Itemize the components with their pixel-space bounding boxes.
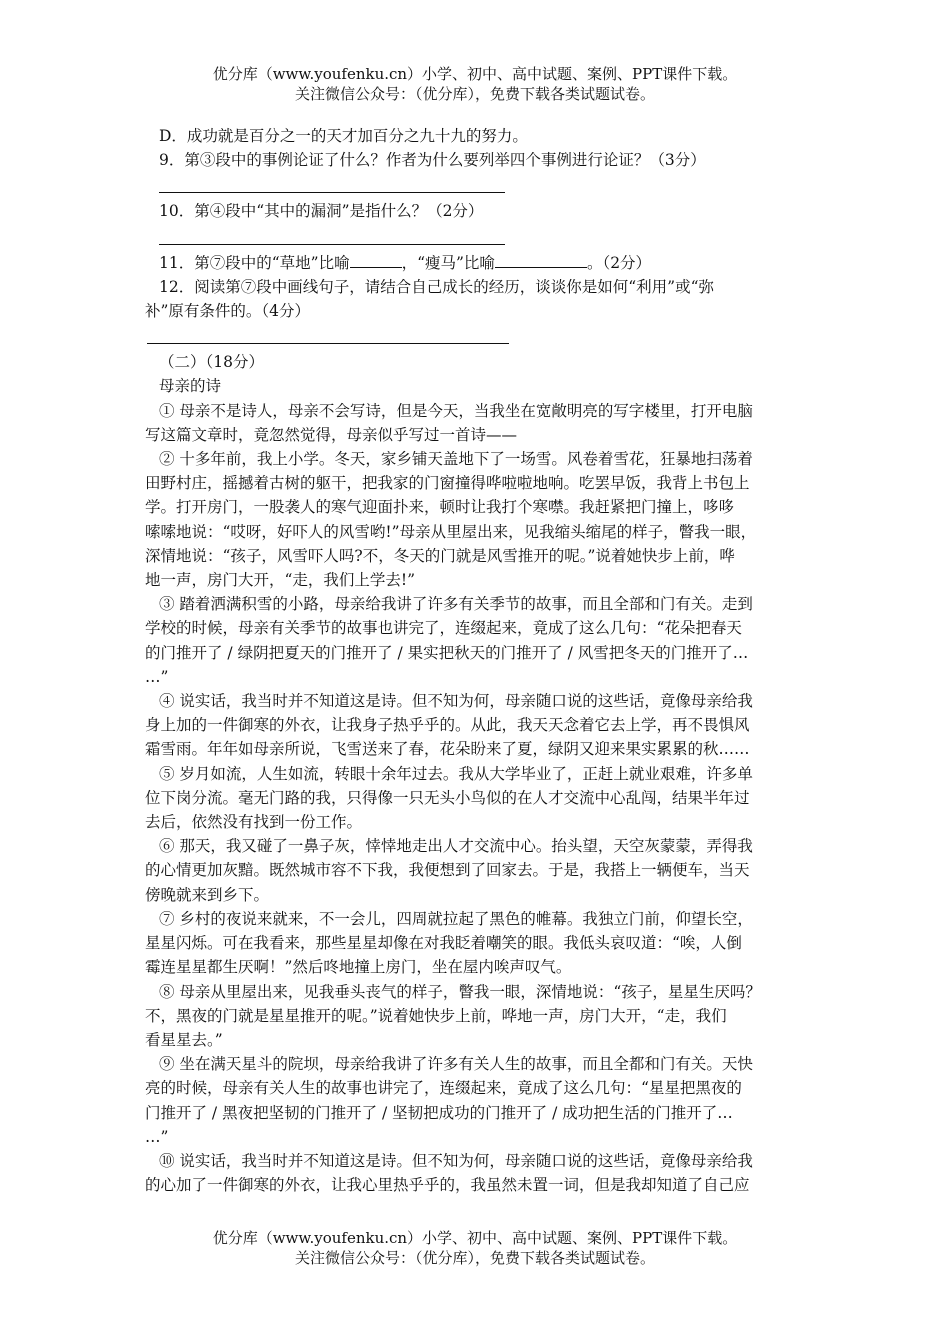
paragraph-line: ⑩ 说实话，我当时并不知道这是诗。但不知为何，母亲随口说的这些话，竟像母亲给我 bbox=[159, 1151, 753, 1170]
paragraph-10 bbox=[145, 1149, 810, 1197]
paragraph-line: 地一声，房门大开，“走，我们上学去!” bbox=[145, 571, 416, 590]
article-title: 母亲的诗 bbox=[159, 377, 222, 396]
paragraph-9 bbox=[145, 1052, 810, 1149]
question-12-line-2: 补”原有条件的。（4分） bbox=[145, 302, 311, 321]
answer-line-9[interactable] bbox=[159, 172, 505, 193]
footer-line-2: 关注微信公众号：（优分库），免费下载各类试题试卷。 bbox=[294, 1249, 655, 1267]
paragraph-line: 学。打开房门，一股袭人的寒气迎面扑来，顿时让我打个寒噤。我赶紧把门撞上，哆哆 bbox=[145, 498, 735, 517]
paragraph-line: 的心情更加灰黯。既然城市容不下我，我便想到了回家去。于是，我搭上一辆便车，当天 bbox=[145, 861, 750, 880]
paragraph-line: 傍晚就来到乡下。 bbox=[145, 885, 270, 904]
paragraph-1 bbox=[145, 399, 810, 447]
paragraph-line: 位下岗分流。毫无门路的我，只得像一只无头小鸟似的在人才交流中心乱闯，结果半年过 bbox=[145, 788, 750, 807]
paragraph-line: ④ 说实话，我当时并不知道这是诗。但不知为何，母亲随口说的这些话，竟像母亲给我 bbox=[159, 692, 753, 711]
paragraph-line: 写这篇文章时，竟忽然觉得，母亲似乎写过一首诗—— bbox=[145, 425, 518, 444]
page-header bbox=[0, 64, 950, 104]
paragraph-line: ⑦ 乡村的夜说来就来，不一会儿，四周就拉起了黑色的帷幕。我独立门前，仰望长空， bbox=[159, 909, 753, 928]
footer-line-1: 优分库（www.youfenku.cn）小学、初中、高中试题、案例、PPT课件下载。 bbox=[212, 1229, 738, 1247]
paragraph-3 bbox=[145, 592, 810, 689]
paragraph-line: 的门推开了 / 绿阴把夏天的门推开了 / 果实把秋天的门推开了 / 风雪把冬天的门推开了… bbox=[145, 643, 749, 662]
question-9: 9．第③段中的事例论证了什么？作者为什么要列举四个事例进行论证？（3分） bbox=[159, 151, 706, 170]
paragraph-5 bbox=[145, 762, 810, 835]
paragraph-8 bbox=[145, 980, 810, 1053]
question-11-part-3: 。（2分） bbox=[586, 253, 652, 272]
paragraph-line: 去后，依然没有找到一份工作。 bbox=[145, 813, 363, 832]
paragraph-line: ⑧ 母亲从里屋出来，见我垂头丧气的样子，瞥我一眼，深情地说：“孩子，星星生厌吗？ bbox=[159, 982, 761, 1001]
answer-line-10[interactable] bbox=[159, 224, 505, 245]
answer-blank-grass[interactable] bbox=[350, 251, 402, 268]
paragraph-line: …” bbox=[145, 667, 169, 686]
paragraph-line: 深情地说：“孩子，风雪吓人吗?不，冬天的门就是风雪推开的呢。”说着她快步上前，哗 bbox=[145, 546, 735, 565]
paragraph-line: …” bbox=[145, 1127, 169, 1146]
answer-line-12[interactable] bbox=[147, 323, 509, 344]
paragraph-line: ② 十多年前，我上小学。冬天，家乡铺天盖地下了一场雪。风卷着雪花，狂暴地扫荡着 bbox=[159, 450, 753, 469]
question-10: 10．第④段中“其中的漏洞”是指什么？（2分） bbox=[159, 202, 484, 221]
paragraph-7 bbox=[145, 907, 810, 980]
paragraph-line: 学校的时候，母亲有关季节的故事也讲完了，连缀起来，竟成了这么几句：“花朵把春天 bbox=[145, 619, 742, 638]
paragraph-line: ⑤ 岁月如流，人生如流，转眼十余年过去。我从大学毕业了，正赶上就业艰难，许多单 bbox=[159, 764, 753, 783]
document-body bbox=[145, 124, 810, 1197]
paragraph-line: 星星闪烁。可在我看来，那些星星却像在对我眨着嘲笑的眼。我低头哀叹道：“唉，人倒 bbox=[145, 934, 742, 953]
paragraph-2 bbox=[145, 447, 810, 592]
paragraph-line: ③ 踏着洒满积雪的小路，母亲给我讲了许多有关季节的故事，而且全部和门有关。走到 bbox=[159, 595, 753, 614]
question-11-part-1: 11．第⑦段中的“草地”比喻 bbox=[159, 253, 350, 272]
paragraph-line: 亮的时候，母亲有关人生的故事也讲完了，连缀起来，竟成了这么几句：“星星把黑夜的 bbox=[145, 1079, 742, 1098]
paragraph-line: 看星星去。” bbox=[145, 1030, 223, 1049]
paragraph-line: 霉连星星都生厌啊！”然后咚地撞上房门，坐在屋内唉声叹气。 bbox=[145, 958, 572, 977]
answer-blank-horse[interactable] bbox=[495, 251, 587, 268]
option-d: D．成功就是百分之一的天才加百分之九十九的努力。 bbox=[159, 127, 528, 145]
paragraph-line: ① 母亲不是诗人，母亲不会写诗，但是今天，当我坐在宽敞明亮的写字楼里，打开电脑 bbox=[159, 401, 753, 420]
question-11-part-2: ，“瘦马”比喻 bbox=[401, 253, 495, 272]
paragraph-line: ⑥ 那天，我又碰了一鼻子灰，悻悻地走出人才交流中心。抬头望，天空灰蒙蒙，弄得我 bbox=[159, 837, 753, 856]
paragraph-line: 嗦嗦地说：“哎呀，好吓人的风雪哟!”母亲从里屋出来，见我缩头缩尾的样子，瞥我一眼， bbox=[145, 522, 757, 541]
question-11 bbox=[145, 251, 810, 275]
paragraph-line: 不，黑夜的门就是星星推开的呢。”说着她快步上前，哗地一声，房门大开，“走，我们 bbox=[145, 1006, 727, 1025]
paragraph-line: 的心加了一件御寒的外衣，让我心里热乎乎的，我虽然未置一词，但是我却知道了自己应 bbox=[145, 1176, 750, 1195]
question-12-line-1: 12．阅读第⑦段中画线句子，请结合自己成长的经历，谈谈你是如何“利用”或“弥 bbox=[159, 277, 714, 296]
paragraph-line: 门推开了 / 黑夜把坚韧的门推开了 / 坚韧把成功的门推开了 / 成功把生活的门推开了… bbox=[145, 1103, 733, 1122]
paragraph-6 bbox=[145, 834, 810, 907]
paragraph-line: 霜雪雨。年年如母亲所说，飞雪送来了春，花朵盼来了夏，绿阴又迎来果实累累的秋…… bbox=[145, 740, 750, 759]
header-line-2: 关注微信公众号：（优分库），免费下载各类试题试卷。 bbox=[294, 85, 655, 103]
header-line-1: 优分库（www.youfenku.cn）小学、初中、高中试题、案例、PPT课件下载。 bbox=[212, 65, 738, 83]
paragraph-line: ⑨ 坐在满天星斗的院坝，母亲给我讲了许多有关人生的故事，而且全都和门有关。天快 bbox=[159, 1055, 753, 1074]
paragraph-line: 田野村庄，摇撼着古树的躯干，把我家的门窗撞得哗啦啦地响。吃罢早饭，我背上书包上 bbox=[145, 474, 750, 493]
article-paragraphs bbox=[145, 399, 810, 1198]
section-label: （二）（18分） bbox=[159, 353, 264, 372]
paragraph-4 bbox=[145, 689, 810, 762]
paragraph-line: 身上加的一件御寒的外衣，让我身子热乎乎的。从此，我天天念着它去上学，再不畏惧风 bbox=[145, 716, 750, 735]
page-footer bbox=[0, 1228, 950, 1268]
